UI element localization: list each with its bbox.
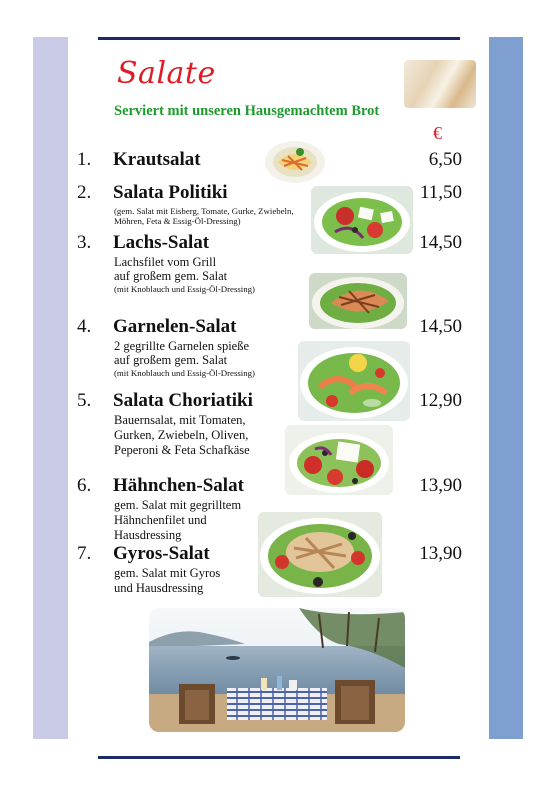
currency-symbol: € bbox=[433, 123, 442, 143]
bottom-rule bbox=[98, 756, 460, 759]
item-name: Gyros-Salat bbox=[113, 543, 210, 564]
item-name: Salata Choriatiki bbox=[113, 390, 253, 411]
salata-politiki-photo bbox=[311, 186, 413, 254]
item-description: gem. Salat mit Gyros bbox=[114, 566, 221, 580]
haehnchen-gyros-salat-photo bbox=[258, 512, 382, 597]
item-description: auf großem gem. Salat bbox=[114, 269, 228, 283]
item-description: Bauernsalat, mit Tomaten, bbox=[114, 413, 246, 427]
item-description: und Hausdressing bbox=[114, 581, 204, 595]
item-number: 5. bbox=[77, 390, 92, 411]
item-number: 3. bbox=[77, 232, 92, 253]
item-note: Möhren, Feta & Essig-Öl-Dressing) bbox=[114, 216, 241, 226]
item-name: Hähnchen-Salat bbox=[113, 475, 244, 496]
item-description: gem. Salat mit gegrilltem bbox=[114, 498, 242, 512]
left-side-band bbox=[33, 37, 68, 739]
item-note: (mit Knoblauch und Essig-Öl-Dressing) bbox=[114, 368, 255, 378]
item-number: 1. bbox=[77, 149, 92, 170]
item-number: 2. bbox=[77, 182, 92, 203]
item-note: (gem. Salat mit Eisberg, Tomate, Gurke, Zwiebeln, bbox=[114, 206, 294, 216]
krautsalat-photo bbox=[264, 140, 326, 184]
item-price: 13,90 bbox=[419, 475, 462, 496]
item-note: (mit Knoblauch und Essig-Öl-Dressing) bbox=[114, 284, 255, 294]
garnelen-salat-photo bbox=[298, 341, 410, 421]
item-description: 2 gegrillte Garnelen spieße bbox=[114, 339, 250, 353]
item-price: 12,90 bbox=[419, 390, 462, 411]
lachs-salat-photo bbox=[309, 273, 407, 329]
top-rule bbox=[98, 37, 460, 40]
item-number: 4. bbox=[77, 316, 92, 337]
menu-subtitle: Serviert mit unseren Hausgemachtem Brot bbox=[114, 103, 380, 119]
item-name: Krautsalat bbox=[113, 149, 201, 170]
item-price: 13,90 bbox=[419, 543, 462, 564]
bread-photo bbox=[404, 60, 476, 108]
item-description: Gurken, Zwiebeln, Oliven, bbox=[114, 428, 249, 442]
item-description: Lachsfilet vom Grill bbox=[114, 255, 217, 269]
item-description: Hausdressing bbox=[114, 528, 182, 542]
item-description: auf großem gem. Salat bbox=[114, 353, 228, 367]
item-number: 7. bbox=[77, 543, 92, 564]
salata-choriatiki-photo bbox=[285, 425, 393, 495]
item-price: 11,50 bbox=[419, 182, 462, 203]
item-name: Salata Politiki bbox=[113, 182, 228, 203]
item-name: Garnelen-Salat bbox=[113, 316, 237, 337]
seaside-restaurant-photo bbox=[149, 608, 405, 732]
menu-title: Salate bbox=[117, 56, 216, 91]
item-description: Peperoni & Feta Schafkäse bbox=[114, 443, 250, 457]
item-description: Hähnchenfilet und bbox=[114, 513, 207, 527]
item-number: 6. bbox=[77, 475, 92, 496]
item-price: 14,50 bbox=[419, 232, 462, 253]
right-side-band bbox=[489, 37, 523, 739]
item-price: 6,50 bbox=[428, 149, 462, 170]
item-name: Lachs-Salat bbox=[113, 232, 210, 253]
item-price: 14,50 bbox=[419, 316, 462, 337]
